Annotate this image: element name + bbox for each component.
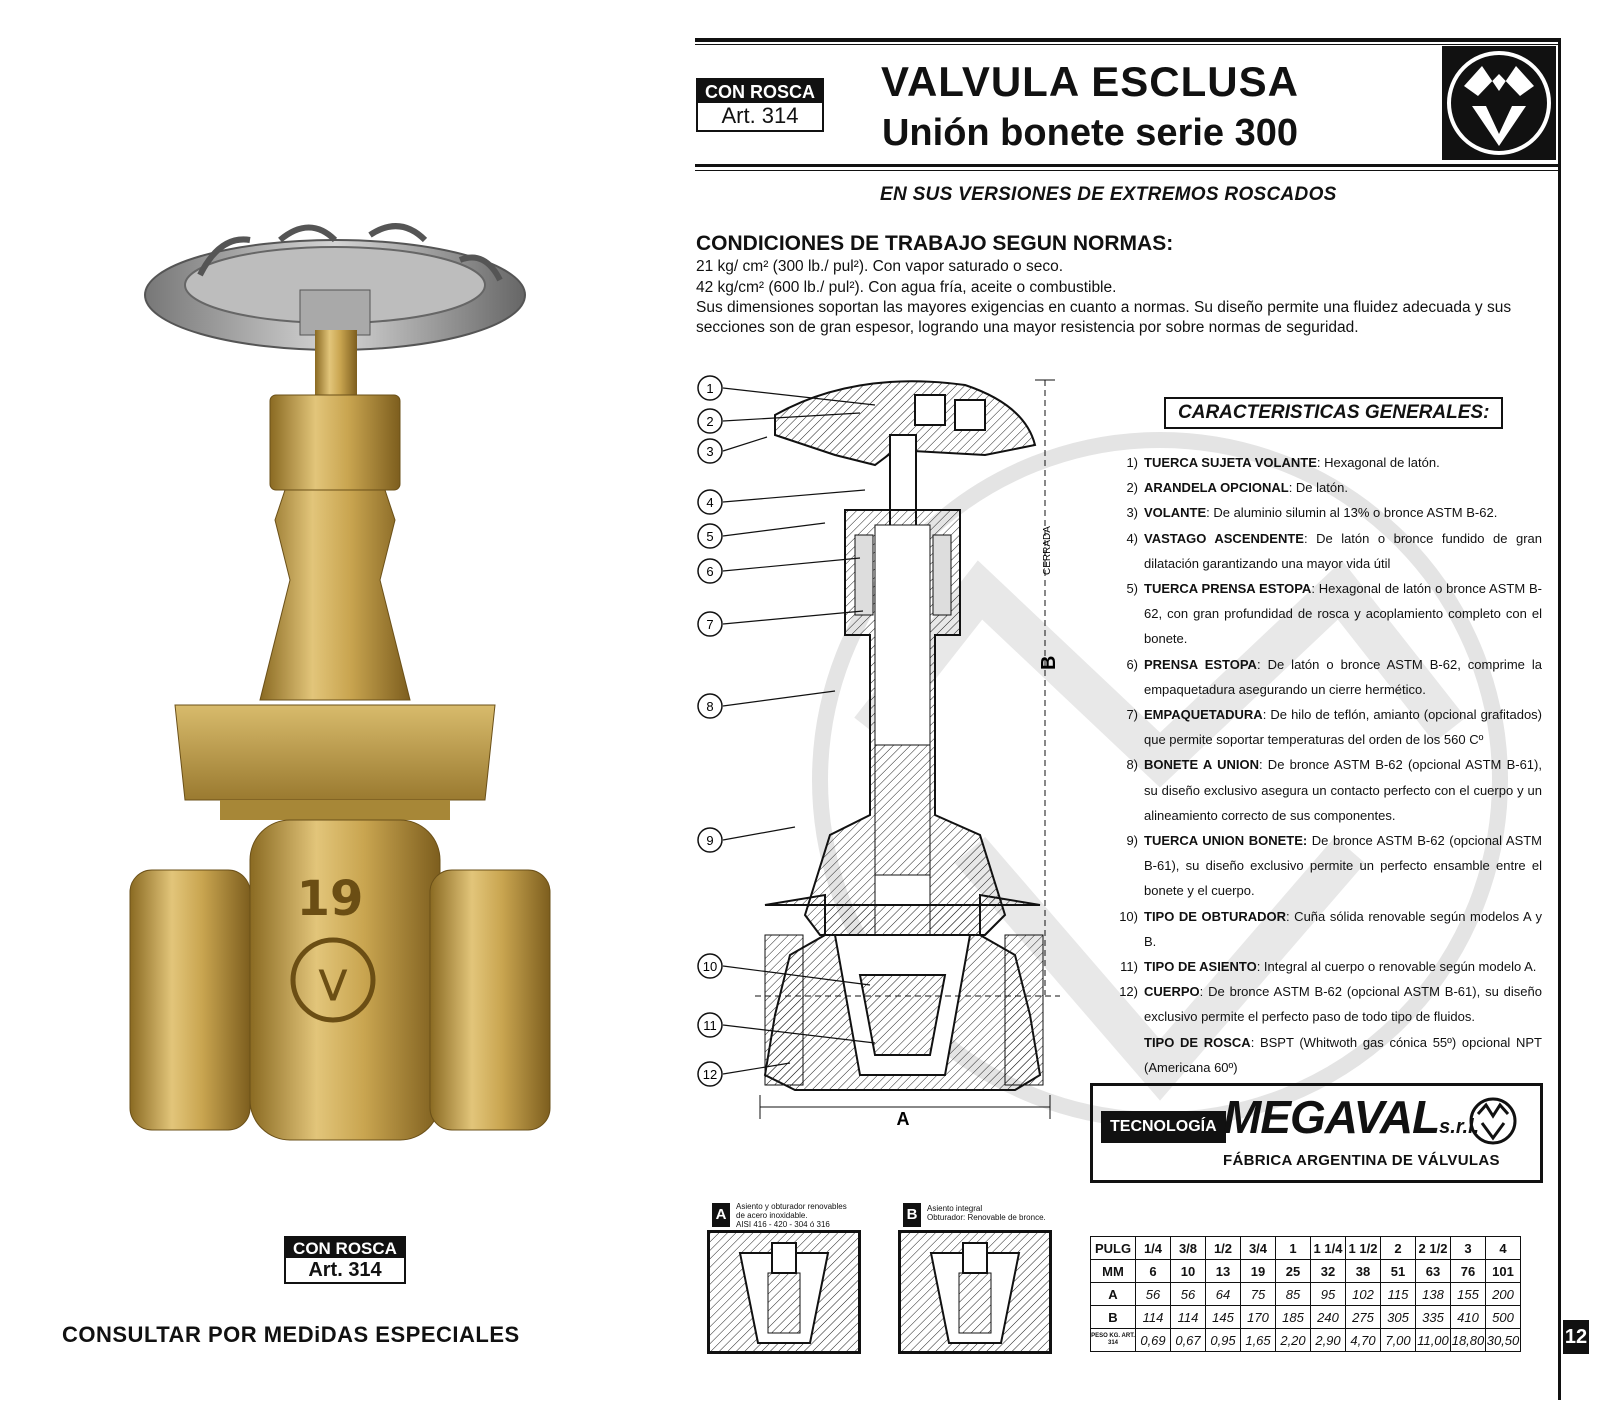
characteristic-name: VOLANTE [1144, 505, 1207, 521]
characteristic-desc: : Hexagonal de latón. [1316, 455, 1440, 470]
dimensions-cell: 275 [1346, 1306, 1381, 1329]
characteristic-number: 1) [1126, 455, 1138, 470]
callout-number: 6 [706, 564, 714, 579]
page-number: 12 [1563, 1320, 1589, 1354]
dimensions-cell: 11,00 [1416, 1329, 1451, 1352]
callout-leader [723, 437, 767, 451]
dimensions-cell: 4 [1486, 1237, 1521, 1260]
characteristic-desc: De bronce ASTM B-62 (opcional ASTM B-61), su diseño exclusivo permite un perfecto ensamble entre el bonete y el cuerpo. [1144, 833, 1543, 899]
dimensions-cell: 76 [1451, 1260, 1486, 1283]
characteristic-name: EMPAQUETADURA [1144, 707, 1263, 723]
callout-number: 12 [702, 1067, 718, 1082]
dimensions-cell: 305 [1381, 1306, 1416, 1329]
characteristic-name: BONETE A UNION [1144, 757, 1259, 773]
dimensions-row [1091, 1306, 1521, 1329]
callout-leader [723, 691, 835, 706]
characteristic-desc: : De bronce ASTM B-62 (opcional ASTM B-61), su diseño exclusivo permite el perfecto paso de todo tipo de fluidos. [1144, 984, 1542, 1025]
callout-leader [723, 523, 825, 536]
callout-number: 9 [706, 833, 714, 848]
characteristic-item [1112, 979, 1542, 1029]
characteristic-number: 5) [1126, 581, 1138, 597]
versions-subtitle: EN SUS VERSIONES DE EXTREMOS ROSCADOS [880, 184, 1337, 205]
dimensions-cell: 145 [1206, 1306, 1241, 1329]
sheet-title: VALVULA ESCLUSA [881, 58, 1299, 105]
characteristic-name: PRENSA ESTOPA [1144, 656, 1257, 672]
svg-text:⋁: ⋁ [318, 963, 348, 1003]
dimensions-cell: 2 [1381, 1237, 1416, 1260]
dimensions-cell: 1/2 [1206, 1237, 1241, 1260]
brand-suffix: s.r.l. [1439, 1116, 1480, 1138]
characteristic-desc: : De aluminio silumin al 13% o bronce ASTM B-62. [1206, 505, 1498, 521]
dimensions-cell: 1 1/4 [1311, 1237, 1346, 1260]
characteristics-list [1112, 450, 1542, 1080]
dimensions-cell: 7,00 [1381, 1329, 1416, 1352]
characteristic-desc: : De bronce ASTM B-62 (opcional ASTM B-61), su diseño exclusivo asegura un contacto perfecto con el cuerpo y un alineamiento correcto de sus componentes. [1144, 757, 1542, 823]
condition-line-1: 21 kg/ cm² (300 lb./ pul²). Con vapor saturado o seco. [696, 258, 1064, 275]
dimensions-cell: 3/4 [1241, 1237, 1276, 1260]
dimensions-cell: 95 [1311, 1283, 1346, 1306]
detail-b-text [927, 1204, 1046, 1222]
detail-a-letter: A [712, 1203, 730, 1227]
characteristic-item [1112, 576, 1542, 652]
characteristic-item [1112, 702, 1542, 752]
conditions-title: CONDICIONES DE TRABAJO SEGUN NORMAS: [696, 232, 1174, 255]
header-rule-bottom-thin [695, 170, 1561, 171]
sheet-right-rule [1558, 38, 1561, 1400]
consult-special-sizes: CONSULTAR POR MEDiDAS ESPECIALES [62, 1322, 520, 1347]
dimensions-cell: 0,95 [1206, 1329, 1241, 1352]
dimensions-cell: 30,50 [1486, 1329, 1521, 1352]
characteristic-number: 4) [1126, 530, 1138, 546]
characteristic-name: TUERCA UNION BONETE: [1144, 833, 1308, 849]
characteristic-item [1112, 450, 1542, 475]
tecnologia-badge: TECNOLOGÍA [1101, 1111, 1226, 1143]
dimensions-cell: 4,70 [1346, 1329, 1381, 1352]
characteristic-number: 3) [1126, 505, 1138, 521]
dim-b-label: B [1038, 655, 1060, 670]
mv-small-logo-icon [1468, 1096, 1518, 1146]
dimensions-cell: 0,67 [1171, 1329, 1206, 1352]
characteristic-desc: : De latón o bronce ASTM B-62, comprime la empaquetadura asegurando un cierre hermético. [1144, 656, 1542, 697]
tag-top-text: CON ROSCA [286, 1238, 404, 1258]
dimensions-cell: 240 [1311, 1306, 1346, 1329]
sheet-subtitle: Unión bonete serie 300 [881, 112, 1298, 154]
callout-number: 7 [706, 617, 714, 632]
dimensions-cell: 63 [1416, 1260, 1451, 1283]
detail-b-drawing [898, 1230, 1052, 1354]
characteristics-title: CARACTERISTICAS GENERALES: [1164, 397, 1503, 429]
tag-top-text: CON ROSCA [698, 80, 822, 103]
dimensions-cell: 114 [1136, 1306, 1171, 1329]
dimensions-row-label: B [1091, 1306, 1136, 1329]
brand-tagline: FÁBRICA ARGENTINA DE VÁLVULAS [1223, 1152, 1500, 1169]
callout-number: 4 [706, 495, 714, 510]
dimensions-cell: 1 [1276, 1237, 1311, 1260]
callout-number: 2 [706, 414, 714, 429]
characteristic-desc: : Cuña sólida renovable según modelos A y B. [1144, 908, 1542, 949]
characteristic-number: 7) [1126, 707, 1138, 723]
characteristic-name: TIPO DE OBTURADOR [1144, 908, 1287, 924]
callout-leader [723, 490, 865, 502]
dimensions-cell: 3 [1451, 1237, 1486, 1260]
dimensions-cell: 3/8 [1171, 1237, 1206, 1260]
tag-bottom-text: Art. 314 [721, 103, 799, 128]
dimensions-cell: 155 [1451, 1283, 1486, 1306]
dimensions-cell: 2,20 [1276, 1329, 1311, 1352]
detail-b-line-1: Asiento integral [927, 1204, 983, 1213]
dimensions-cell: 75 [1241, 1283, 1276, 1306]
dimensions-cell: 114 [1171, 1306, 1206, 1329]
callout-number: 3 [706, 444, 714, 459]
characteristic-name: VASTAGO ASCENDENTE [1144, 530, 1304, 546]
valve-cross-section-diagram [695, 375, 1140, 1165]
characteristic-item [1112, 475, 1542, 500]
dimensions-cell: 410 [1451, 1306, 1486, 1329]
mv-logo-icon [1442, 46, 1556, 160]
dimensions-cell: 64 [1206, 1283, 1241, 1306]
callout-number: 11 [703, 1018, 717, 1033]
dimensions-cell: 19 [1241, 1260, 1276, 1283]
casting-number: 19 [296, 871, 364, 927]
characteristic-item [1112, 954, 1542, 979]
characteristic-name: TUERCA SUJETA VOLANTE [1144, 455, 1317, 470]
callout-number: 1 [706, 381, 714, 396]
callout-leader [723, 611, 863, 624]
dimensions-cell: 185 [1276, 1306, 1311, 1329]
dimensions-row [1091, 1283, 1521, 1306]
dimensions-cell: 138 [1416, 1283, 1451, 1306]
brand-name: MEGAVAL [1223, 1091, 1440, 1143]
header-rule-top [695, 38, 1561, 42]
dimensions-cell: 32 [1311, 1260, 1346, 1283]
characteristic-number: 11) [1120, 959, 1138, 975]
characteristic-number: 10) [1119, 908, 1138, 924]
dimensions-cell: 85 [1276, 1283, 1311, 1306]
detail-a-line-2: de acero inoxidable. [736, 1211, 808, 1220]
characteristic-desc: : Hexagonal de latón o bronce ASTM B-62, con gran profundidad de rosca y acoplamiento completo con el bonete. [1144, 581, 1543, 647]
characteristic-item [1112, 526, 1542, 576]
callout-number: 5 [706, 529, 714, 544]
characteristic-desc: : De latón o bronce fundido de gran dilatación garantizando una mayor vida útil [1144, 530, 1542, 571]
characteristic-number: 9) [1126, 833, 1138, 849]
dimensions-cell: 1,65 [1241, 1329, 1276, 1352]
detail-b-line-2: Obturador: Renovable de bronce. [927, 1213, 1046, 1222]
characteristic-item [1112, 652, 1542, 702]
valve-photo [110, 220, 560, 1180]
characteristic-number: 12) [1119, 984, 1138, 1000]
dimensions-cell: 10 [1171, 1260, 1206, 1283]
dimensions-cell: 25 [1276, 1260, 1311, 1283]
dimensions-cell: 13 [1206, 1260, 1241, 1283]
characteristic-name: ARANDELA OPCIONAL [1144, 480, 1289, 496]
dimensions-row-label: PESO KG. ART. 314 [1091, 1329, 1136, 1352]
detail-a-drawing [707, 1230, 861, 1354]
dim-a-label: A [896, 1109, 910, 1129]
characteristic-desc: : De latón. [1288, 480, 1348, 496]
dimensions-cell: 115 [1381, 1283, 1416, 1306]
characteristic-name: CUERPO [1144, 984, 1200, 1000]
condition-description: Sus dimensiones soportan las mayores exigencias en cuanto a normas. Su diseño permite una fluidez adecuada y sus secciones son de gran espesor, logrando una mayor resistencia por sobre normas de seguridad. [696, 299, 1512, 336]
dimensions-cell: 0,69 [1136, 1329, 1171, 1352]
characteristic-item [1112, 828, 1542, 904]
dimensions-cell: 38 [1346, 1260, 1381, 1283]
header-rule-bottom [695, 164, 1561, 167]
dimensions-cell: 2 1/2 [1416, 1237, 1451, 1260]
detail-a-line-1: Asiento y obturador renovables [736, 1202, 847, 1211]
condition-line-2: 42 kg/cm² (600 lb./ pul²). Con agua fría, aceite o combustible. [696, 279, 1117, 296]
characteristic-name: TIPO DE ROSCA [1144, 1034, 1251, 1050]
callout-number: 10 [702, 959, 718, 974]
megaval-logo [1223, 1090, 1479, 1144]
characteristic-number: 8) [1126, 757, 1138, 773]
header-rule-top-thin [695, 44, 1561, 45]
dimensions-row [1091, 1329, 1521, 1352]
characteristic-desc: : Integral al cuerpo o renovable según modelo A. [1256, 959, 1537, 975]
dimensions-row-label: PULG [1091, 1237, 1136, 1260]
dimensions-cell: 1/4 [1136, 1237, 1171, 1260]
dimensions-row [1091, 1237, 1521, 1260]
dimensions-cell: 1 1/2 [1346, 1237, 1381, 1260]
characteristic-name: TUERCA PRENSA ESTOPA [1144, 581, 1312, 597]
characteristic-number: 6) [1126, 656, 1138, 672]
dimensions-cell: 56 [1136, 1283, 1171, 1306]
characteristic-desc: : De hilo de teflón, amianto (opcional grafitados) que permite soportar temperaturas del orden de los 560 Cº [1144, 707, 1542, 748]
dim-b-sub: CERRADA [1042, 526, 1053, 575]
dimensions-cell: 500 [1486, 1306, 1521, 1329]
dimensions-cell: 6 [1136, 1260, 1171, 1283]
dimensions-row-label: A [1091, 1283, 1136, 1306]
characteristic-item [1112, 904, 1542, 954]
dimensions-cell: 51 [1381, 1260, 1416, 1283]
dimensions-table [1090, 1236, 1521, 1352]
tag-bottom-text: Art. 314 [308, 1259, 382, 1281]
dimensions-cell: 200 [1486, 1283, 1521, 1306]
detail-a-line-3: AISI 416 - 420 - 304 ó 316 [736, 1220, 830, 1229]
dimensions-cell: 335 [1416, 1306, 1451, 1329]
dimensions-cell: 101 [1486, 1260, 1521, 1283]
dimensions-cell: 170 [1241, 1306, 1276, 1329]
characteristic-number: 2) [1126, 480, 1138, 496]
dimensions-row-label: MM [1091, 1260, 1136, 1283]
dimensions-row [1091, 1260, 1521, 1283]
dimensions-cell: 56 [1171, 1283, 1206, 1306]
characteristic-desc: : BSPT (Whitwoth gas cónica 55º) opcional NPT (Americana 60º) [1144, 1034, 1542, 1075]
con-rosca-tag-header [696, 78, 824, 132]
detail-a-text [736, 1202, 847, 1229]
megaval-brand-box [1090, 1083, 1543, 1183]
callout-number: 8 [706, 699, 714, 714]
callout-leader [723, 827, 795, 840]
characteristic-item [1112, 500, 1542, 525]
characteristic-item [1112, 1030, 1542, 1080]
dimensions-cell: 18,80 [1451, 1329, 1486, 1352]
characteristic-item [1112, 752, 1542, 828]
dimensions-cell: 102 [1346, 1283, 1381, 1306]
detail-b-letter: B [903, 1203, 921, 1227]
callout-leader [723, 558, 860, 571]
dimensions-cell: 2,90 [1311, 1329, 1346, 1352]
con-rosca-tag-left [284, 1236, 406, 1284]
characteristic-name: TIPO DE ASIENTO [1144, 959, 1257, 975]
